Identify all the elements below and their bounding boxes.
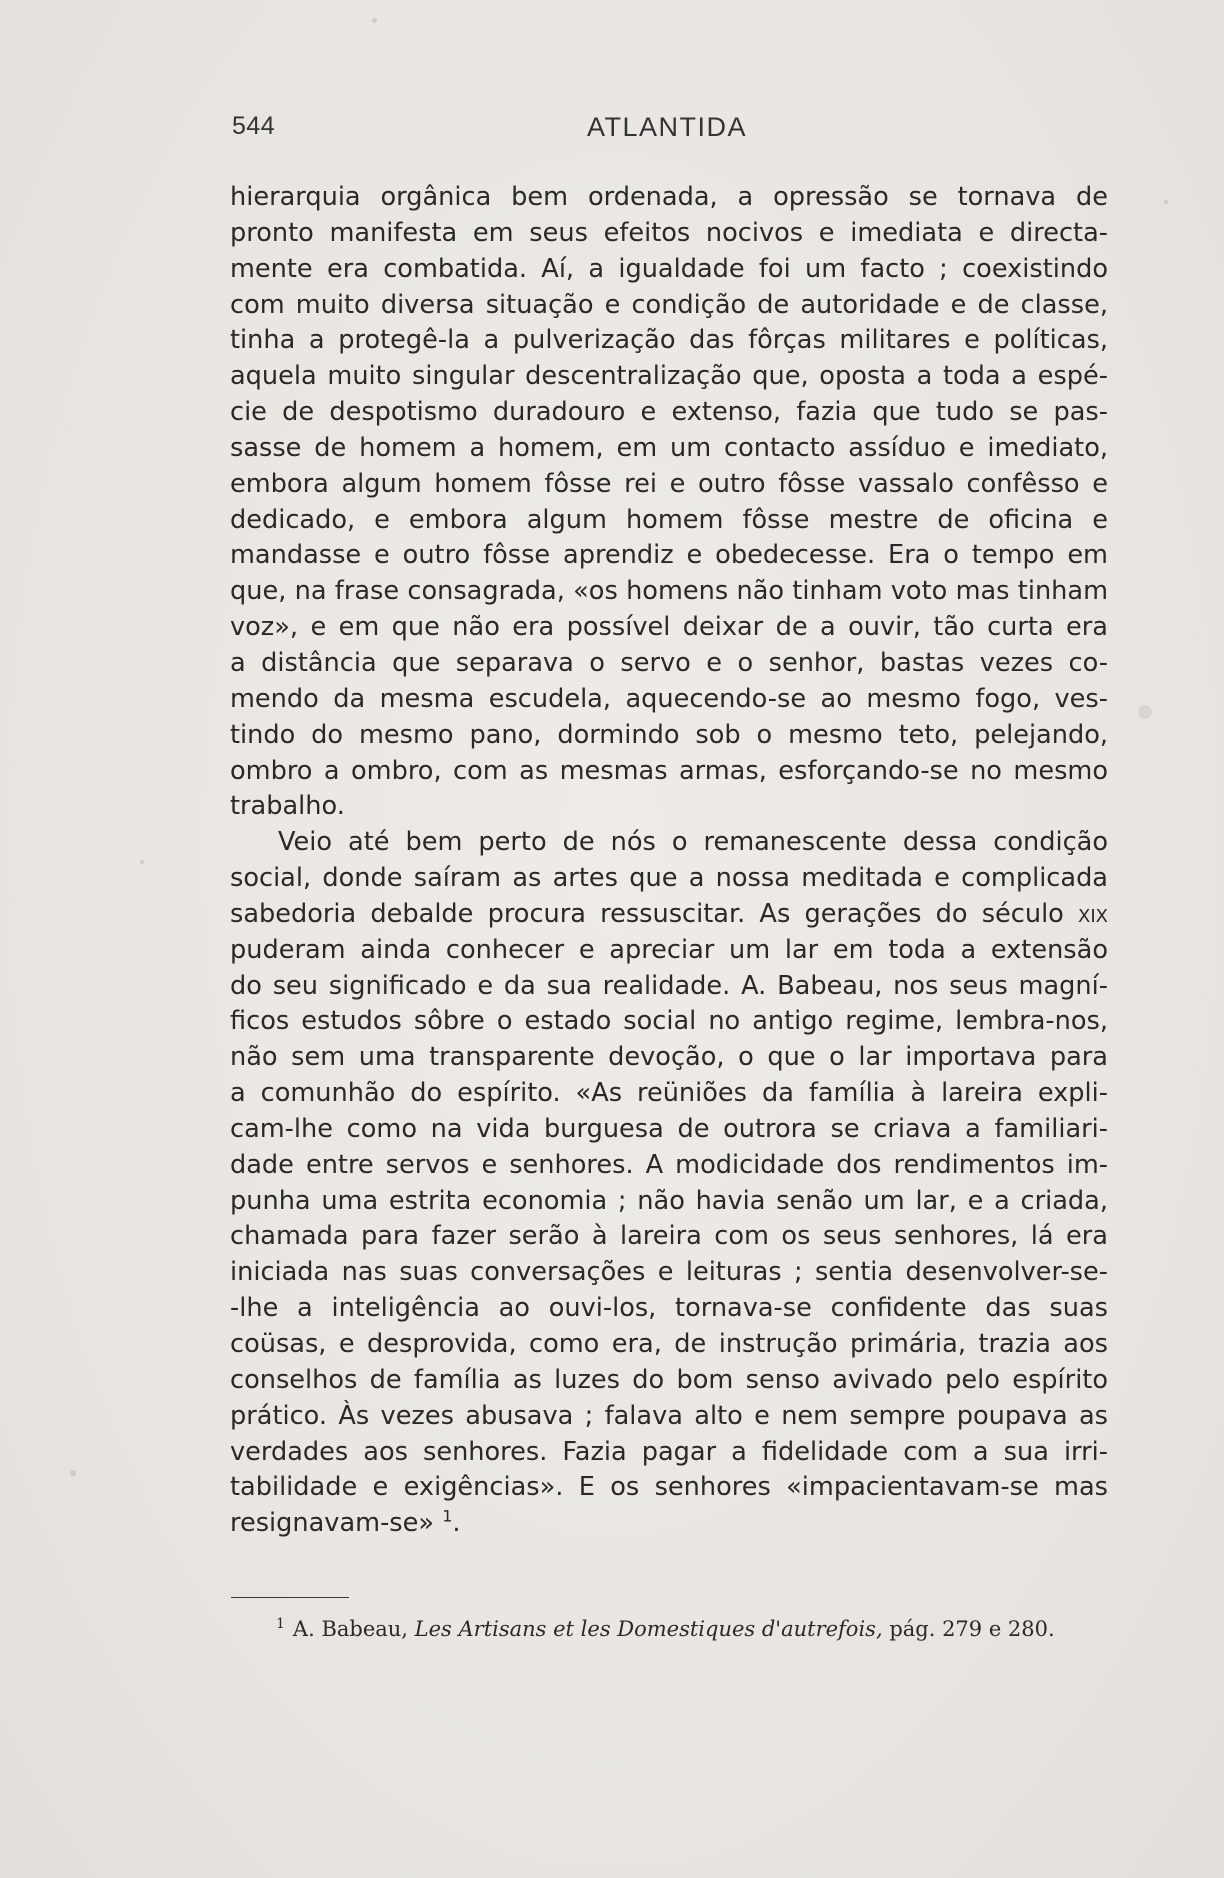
- text-line: [230, 1506, 1108, 1542]
- text-line: embora algum homem fôsse rei e outro fôsse vassalo confêsso e: [230, 468, 1108, 499]
- text-line: coüsas, e desprovida, como era, de instrução primária, trazia aos: [230, 1329, 1108, 1359]
- text-line: mendo da mesma escudela, aquecendo-se ao mesmo fogo, ves-: [230, 683, 1108, 714]
- paper-speck: [1138, 705, 1152, 719]
- text-line: mente era combatida. Aí, a igualdade foi um facto ; coexistindo: [230, 253, 1108, 284]
- text-line: [230, 897, 1108, 933]
- footnote-reference[interactable]: 1: [442, 1506, 453, 1526]
- century-numeral: xix: [1078, 898, 1108, 929]
- footnote-author: A. Babeau,: [292, 1617, 408, 1641]
- text-line: cam-lhe como na vida burguesa de outrora se criava a familiari-: [230, 1113, 1108, 1144]
- text-line-segment: sabedoria debalde procura ressuscitar. As gerações do século: [230, 898, 1064, 929]
- text-line: chamada para fazer serão à lareira com os seus senhores, lá era: [230, 1221, 1108, 1252]
- footnote-pages: pág. 279 e 280.: [889, 1617, 1055, 1641]
- text-line: hierarquia orgânica bem ordenada, a opressão se tornava de: [230, 182, 1108, 212]
- page-number: 544: [232, 112, 276, 140]
- paper-speck: [1164, 200, 1168, 204]
- text-line: trabalho.: [230, 791, 345, 822]
- text-line: pronto manifesta em seus efeitos nocivos e imediata e directa-: [230, 217, 1108, 248]
- text-line: tabilidade e exigências». E os senhores «impacientavam-se mas: [230, 1472, 1108, 1503]
- text-line: ficos estudos sôbre o estado social no antigo regime, lembra-nos,: [230, 1006, 1108, 1037]
- text-line: sasse de homem a homem, em um contacto assíduo e imediato,: [230, 432, 1108, 463]
- paper-speck: [70, 1470, 76, 1476]
- text-line-segment: .: [452, 1508, 461, 1539]
- text-line: dedicado, e embora algum homem fôsse mestre de oficina e: [230, 504, 1108, 535]
- paragraph-1: [230, 180, 1108, 825]
- footnote-title: Les Artisans et les Domestiques d'autrefois,: [414, 1617, 883, 1641]
- text-line: -lhe a inteligência ao ouvi-los, tornava-se confidente das suas: [230, 1293, 1108, 1324]
- text-line: a comunhão do espírito. «As reüniões da família à lareira expli-: [230, 1078, 1108, 1109]
- running-title: ATLANTIDA: [587, 112, 748, 142]
- text-line-segment: resignavam-se»: [230, 1508, 435, 1539]
- text-line: aquela muito singular descentralização que, oposta a toda a espé-: [230, 361, 1108, 392]
- text-line: mandasse e outro fôsse aprendiz e obedecesse. Era o tempo em: [230, 540, 1108, 571]
- text-line: social, donde saíram as artes que a nossa meditada e complicada: [230, 863, 1108, 894]
- text-line: ombro a ombro, com as mesmas armas, esforçando-se no mesmo: [230, 755, 1108, 786]
- text-line: puderam ainda conhecer e apreciar um lar em toda a extensão: [230, 934, 1108, 965]
- footnote-mark: 1: [276, 1616, 285, 1632]
- footnote: [276, 1617, 1116, 1641]
- text-line: tinha a protegê-la a pulverização das fôrças militares e políticas,: [230, 325, 1108, 356]
- text-line: voz», e em que não era possível deixar de a ouvir, tão curta era: [230, 612, 1108, 643]
- paper-speck: [372, 18, 377, 23]
- text-line: dade entre servos e senhores. A modicidade dos rendimentos im-: [230, 1149, 1108, 1180]
- text-line: tindo do mesmo pano, dormindo sob o mesmo teto, pelejando,: [230, 719, 1108, 750]
- text-line: verdades aos senhores. Fazia pagar a fidelidade com a sua irri-: [230, 1436, 1108, 1467]
- text-line: punha uma estrita economia ; não havia senão um lar, e a criada,: [230, 1185, 1108, 1216]
- text-line: a distância que separava o servo e o senhor, bastas vezes co-: [230, 647, 1108, 678]
- paper-speck: [140, 860, 144, 864]
- text-line: iniciada nas suas conversações e leituras ; sentia desenvolver-se-: [230, 1257, 1108, 1288]
- text-line: do seu significado e da sua realidade. A. Babeau, nos seus magní-: [230, 970, 1108, 1001]
- text-line: Veio até bem perto de nós o remanescente dessa condição: [278, 827, 1108, 858]
- footnote-divider: [231, 1597, 349, 1598]
- text-line: com muito diversa situação e condição de autoridade e de classe,: [230, 289, 1108, 320]
- page-header: [232, 112, 1107, 152]
- paragraph-2: [230, 825, 1108, 1542]
- text-line: prático. Às vezes abusava ; falava alto e nem sempre poupava as: [230, 1400, 1108, 1431]
- text-line: que, na frase consagrada, «os homens não tinham voto mas tinham: [230, 576, 1108, 607]
- text-line: cie de despotismo duradouro e extenso, fazia que tudo se pas-: [230, 397, 1108, 428]
- body-text: [230, 180, 1108, 1542]
- text-line: não sem uma transparente devoção, o que o lar importava para: [230, 1042, 1108, 1073]
- text-line: conselhos de família as luzes do bom senso avivado pelo espírito: [230, 1364, 1108, 1395]
